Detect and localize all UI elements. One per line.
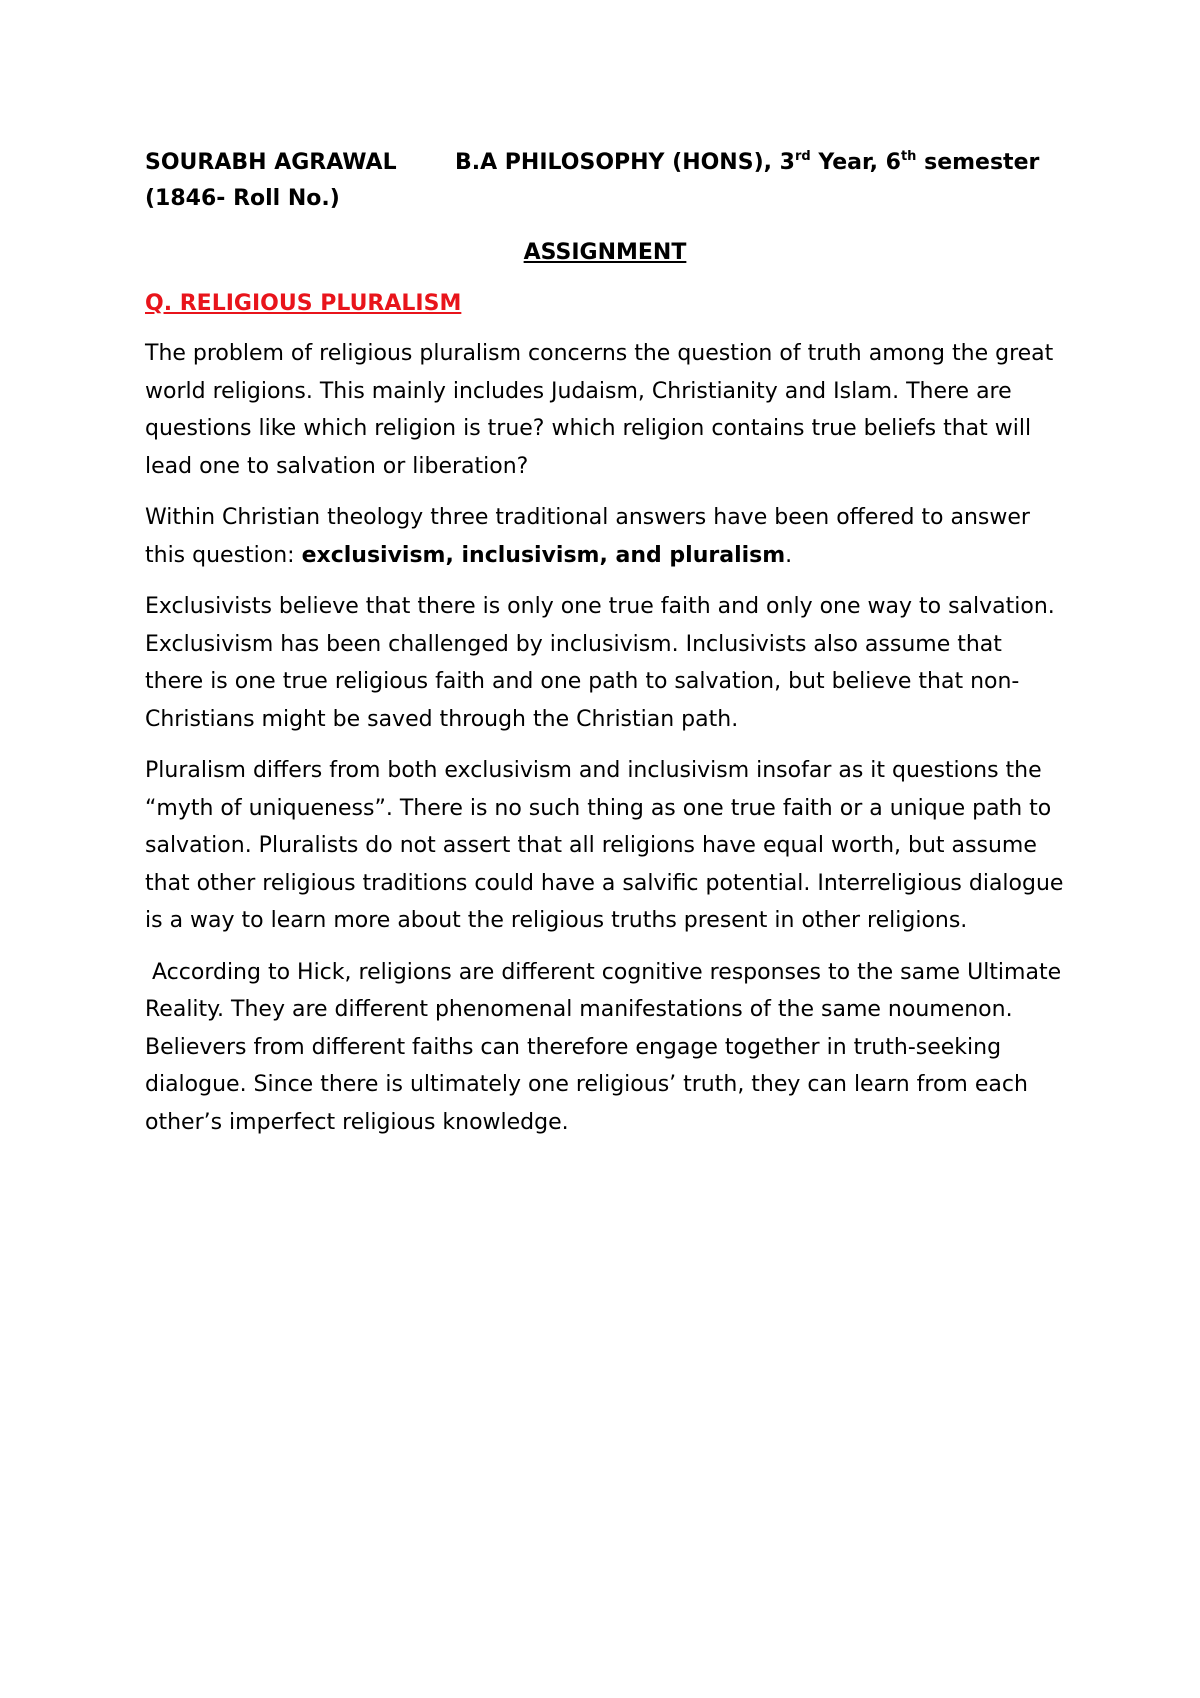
- paragraph-2-start: Within Christian theology three traditional answers have been offered to answer this question:: [145, 505, 1030, 568]
- header-line: [145, 146, 1065, 180]
- paragraph-2-end: .: [785, 542, 793, 568]
- paragraph-3: Exclusivists believe that there is only one true faith and only one way to salvation. Exclusivism has been challenged by inclusivism. Inclusivists also assume that there is one true religious faith and one path to salvation, but believe that non-Christians might be saved through the Christian path.: [145, 594, 1055, 732]
- program-info: [455, 146, 1039, 180]
- paragraph-1: The problem of religious pluralism concerns the question of truth among the great world religions. This mainly includes Judaism, Christianity and Islam. There are questions like which religion is true? which religion contains true beliefs that will lead one to salvation or liberation?: [145, 341, 1054, 479]
- document-content: [145, 146, 1069, 1141]
- paragraph-5: According to Hick, religions are different cognitive responses to the same Ultimate Reality. They are different phenomenal manifestations of the same noumenon. Believers from different faiths can therefore engage together in truth-seeking dialogue. Since there is ultimately one religious’ truth, they can learn from each other’s imperfect religious knowledge.: [145, 959, 1069, 1135]
- paragraph-4: Pluralism differs from both exclusivism and inclusivism insofar as it questions the “myth of uniqueness”. There is no such thing as one true faith or a unique path to salvation. Pluralists do not assert that all religions have equal worth, but assume that other religious traditions could have a salvific potential. Interreligious dialogue is a way to learn more about the religious truths present in other religions.: [145, 758, 1064, 933]
- program-prefix: B.A PHILOSOPHY (HONS), 3: [455, 150, 795, 175]
- paragraph-2-bold-terms: exclusivism, inclusivism, and pluralism: [301, 542, 786, 568]
- semester-suffix: th: [900, 149, 917, 164]
- program-mid: Year, 6: [810, 150, 901, 175]
- roll-number: (1846- Roll No.): [145, 186, 340, 211]
- assignment-title: ASSIGNMENT: [523, 240, 687, 265]
- question-heading: Q. RELIGIOUS PLURALISM: [145, 291, 462, 316]
- author-name: SOURABH AGRAWAL: [145, 150, 397, 175]
- year-suffix: rd: [794, 149, 811, 164]
- paragraph-2: [145, 499, 1065, 574]
- program-end: semester: [916, 150, 1040, 175]
